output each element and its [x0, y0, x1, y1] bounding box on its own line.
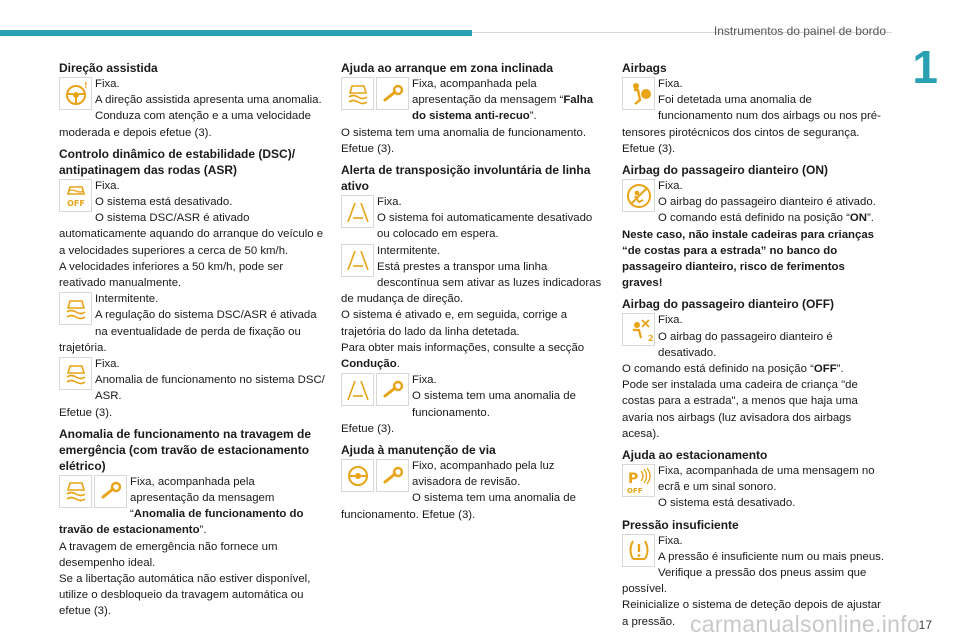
watermark: carmanualsonline.info [689, 611, 920, 637]
svg-text:!: ! [83, 80, 88, 90]
svg-text:2: 2 [647, 333, 654, 343]
section-title: Ajuda ao arranque em zona inclinada [341, 61, 554, 75]
wrench-icon [94, 475, 127, 508]
section-title: Airbag do passageiro dianteiro (OFF) [622, 297, 835, 312]
section-title: Direção assistida [59, 61, 158, 75]
wrench-icon [376, 373, 409, 406]
entry: OFF Fixa. O sistema está desativado. O sistema DSC/ASR é ativado automaticamente aquando do arranque do veículo e a velocidades superiores a cerca de 50 km/h. A velocidades inferiores a 50 km/h, pode ser reativado manualmente. [59, 179, 324, 290]
tyre-pressure-icon [622, 534, 655, 567]
wrench-icon [376, 77, 409, 110]
stability-control-icon [59, 475, 92, 508]
svg-text:P: P [627, 470, 638, 487]
wrench-icon [376, 459, 409, 492]
stability-control-icon [59, 292, 92, 325]
parking-sensor-off-icon [622, 464, 655, 497]
section-title: Ajuda ao estacionamento [622, 448, 768, 463]
entry: Intermitente. Está prestes a transpor uma linha descontínua sem ativar as luzes indicadoras de mudança de direção. O sistema é ativado e, em seguida, corrige a trajetória do lado da linha detetada. Para obter mais informações, consulte a secção Condução. [341, 244, 602, 371]
entry: Fixa. Foi detetada uma anomalia de funcionamento num dos airbags ou nos pré-tensores pirotécnicos dos cintos de segurança. Efetue (3). [622, 78, 881, 155]
stability-off-icon [59, 179, 92, 212]
entry: 2 Fixa. O airbag do passageiro dianteiro é desativado. O comando está definido na posição “OFF”. Pode ser instalada uma cadeira de criança "de costas para a estrada", a menos que haja uma avaria nos airbags (luz avisadora dos airbags acesa). [622, 314, 858, 440]
entry: ! Fixa. A direção assistida apresenta uma anomalia. Conduza com atenção e a uma velocidade moderada e depois efetue (3). [59, 78, 322, 139]
stability-control-icon [59, 357, 92, 390]
entry: Fixa. Anomalia de funcionamento no sistema DSC/ ASR. Efetue (3). [59, 358, 325, 419]
section-title: Airbags [622, 61, 667, 75]
entry: Fixa. O sistema tem uma anomalia de funcionamento. Efetue (3). [341, 374, 576, 435]
steering-wheel-warning-icon [59, 77, 92, 110]
entry: Fixa. O airbag do passageiro dianteiro é ativado. O comando está definido na posição “ON”. Neste caso, não instale cadeiras para crianças “de costas para a estrada” no banco do passageiro dianteiro, risco de ferimentos graves! [622, 178, 888, 291]
page-header-title: Instrumentos do painel de bordo [713, 24, 886, 38]
warning-note: Neste caso, não instale cadeiras para crianças “de costas para a estrada” no banco do passageiro dianteiro, risco de ferimentos graves! [622, 228, 874, 290]
header-accent-bar [0, 30, 472, 36]
airbag-icon [622, 77, 655, 110]
stability-control-icon [341, 77, 374, 110]
entry: Fixa, acompanhada pela apresentação da mensagem “Falha do sistema anti-recuo”. O sistema tem uma anomalia de funcionamento. Efetue (3). [341, 78, 594, 155]
entry: Fixo, acompanhado pela luz avisadora de revisão. O sistema tem uma anomalia de funcionamento. Efetue (3). [341, 460, 576, 521]
column-middle [341, 58, 607, 523]
lane-departure-icon [341, 244, 374, 277]
section-title: Pressão insuficiente [622, 517, 739, 532]
airbag-on-icon [622, 179, 655, 212]
chapter-number: 1 [912, 41, 938, 93]
entry: Fixa. A pressão é insuficiente num ou mais pneus. Verifique a pressão dos pneus assim que possível. Reinicialize o sistema de deteção depois de ajustar a pressão. [622, 534, 885, 628]
lane-keeping-icon [341, 459, 374, 492]
column-left [59, 58, 325, 620]
column-right [622, 58, 888, 630]
airbag-off-icon [622, 313, 655, 346]
svg-text:OFF: OFF [626, 486, 643, 495]
svg-text:OFF: OFF [66, 199, 85, 209]
lane-departure-icon [341, 373, 374, 406]
section-title: Anomalia de funcionamento na travagem de emergência (com travão de estacionamento elétrico) [59, 426, 312, 473]
section-title: Controlo dinâmico de estabilidade (DSC)/ antipatinagem das rodas (ASR) [59, 146, 296, 177]
page-number: 17 [918, 618, 932, 632]
lane-departure-icon [341, 195, 374, 228]
entry: Intermitente. A regulação do sistema DSC/ASR é ativada na eventualidade de perda de fixação ou trajetória. [59, 293, 317, 354]
section-title: Airbag do passageiro dianteiro (ON) [622, 163, 829, 178]
entry: P OFF Fixa, acompanhada de uma mensagem no ecrã e um sinal sonoro. O sistema está desativado. [622, 463, 888, 512]
entry: Fixa, acompanhada pela apresentação da mensagem “Anomalia de funcionamento do travão de estacionamento”. A travagem de emergência não fornece um desempenho ideal. Se a libertação automática não estiver disponível, utilize o desbloqueio da travagem automática ou efetue (3). [59, 475, 311, 618]
entry: Fixa. O sistema foi automaticamente desativado ou colocado em espera. [341, 194, 607, 243]
section-title: Alerta de transposição involuntária de linha ativo [341, 163, 591, 194]
section-title: Ajuda à manutenção de via [341, 443, 496, 458]
